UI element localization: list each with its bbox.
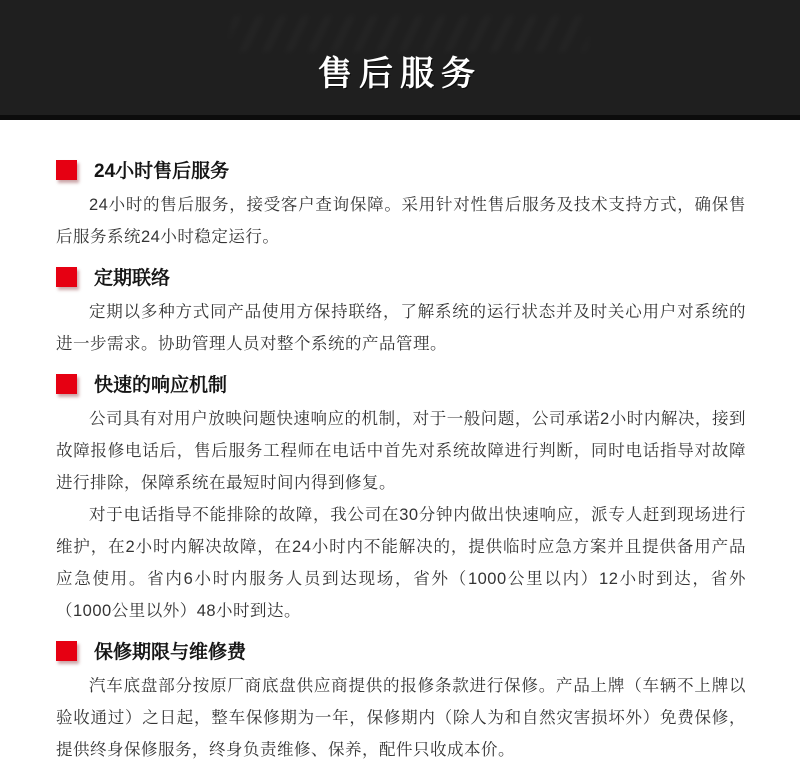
section-heading-row bbox=[56, 263, 746, 290]
section-paragraph: 对于电话指导不能排除的故障，我公司在30分钟内做出快速响应，派专人赶到现场进行维护，在2小时内解决故障，在24小时内不能解决的，提供临时应急方案并且提供备用产品应急使用。省内6小时内服务人员到达现场，省外（1000公里以内）12小时到达，省外（1000公里以外）48小时到达。 bbox=[56, 506, 746, 620]
red-square-bullet-icon bbox=[56, 267, 77, 287]
service-section bbox=[56, 370, 746, 627]
section-heading: 定期联络 bbox=[94, 268, 171, 289]
section-heading: 快速的响应机制 bbox=[94, 375, 228, 396]
section-paragraph: 汽车底盘部分按原厂商底盘供应商提供的报修条款进行保修。产品上牌（车辆不上牌以验收通过）之日起，整车保修期为一年，保修期内（除人为和自然灾害损坏外）免费保修，提供终身保修服务，终身负责维修、保养，配件只收成本价。 bbox=[56, 677, 746, 759]
section-paragraph: 24小时的售后服务，接受客户查询保障。采用针对性售后服务及技术支持方式，确保售后服务系统24小时稳定运行。 bbox=[56, 196, 746, 246]
red-square-bullet-icon bbox=[56, 374, 77, 394]
service-section bbox=[56, 263, 746, 360]
service-section bbox=[56, 637, 746, 766]
red-square-bullet-icon bbox=[56, 160, 77, 180]
page-header-banner bbox=[0, 0, 800, 120]
service-section bbox=[56, 156, 746, 253]
section-heading-row bbox=[56, 156, 746, 183]
section-heading: 保修期限与维修费 bbox=[94, 642, 247, 663]
section-heading-row bbox=[56, 370, 746, 397]
section-heading: 24小时售后服务 bbox=[94, 161, 230, 182]
page-title: 售后服务 bbox=[318, 55, 482, 93]
section-heading-row bbox=[56, 637, 746, 664]
red-square-bullet-icon bbox=[56, 641, 77, 661]
content-area bbox=[0, 120, 800, 766]
section-paragraph: 公司具有对用户放映问题快速响应的机制，对于一般问题，公司承诺2小时内解决，接到故障报修电话后，售后服务工程师在电话中首先对系统故障进行判断，同时电话指导对故障进行排除，保障系统在最短时间内得到修复。 bbox=[56, 410, 746, 492]
section-paragraph: 定期以多种方式同产品使用方保持联络，了解系统的运行状态并及时关心用户对系统的进一步需求。协助管理人员对整个系统的产品管理。 bbox=[56, 303, 746, 353]
